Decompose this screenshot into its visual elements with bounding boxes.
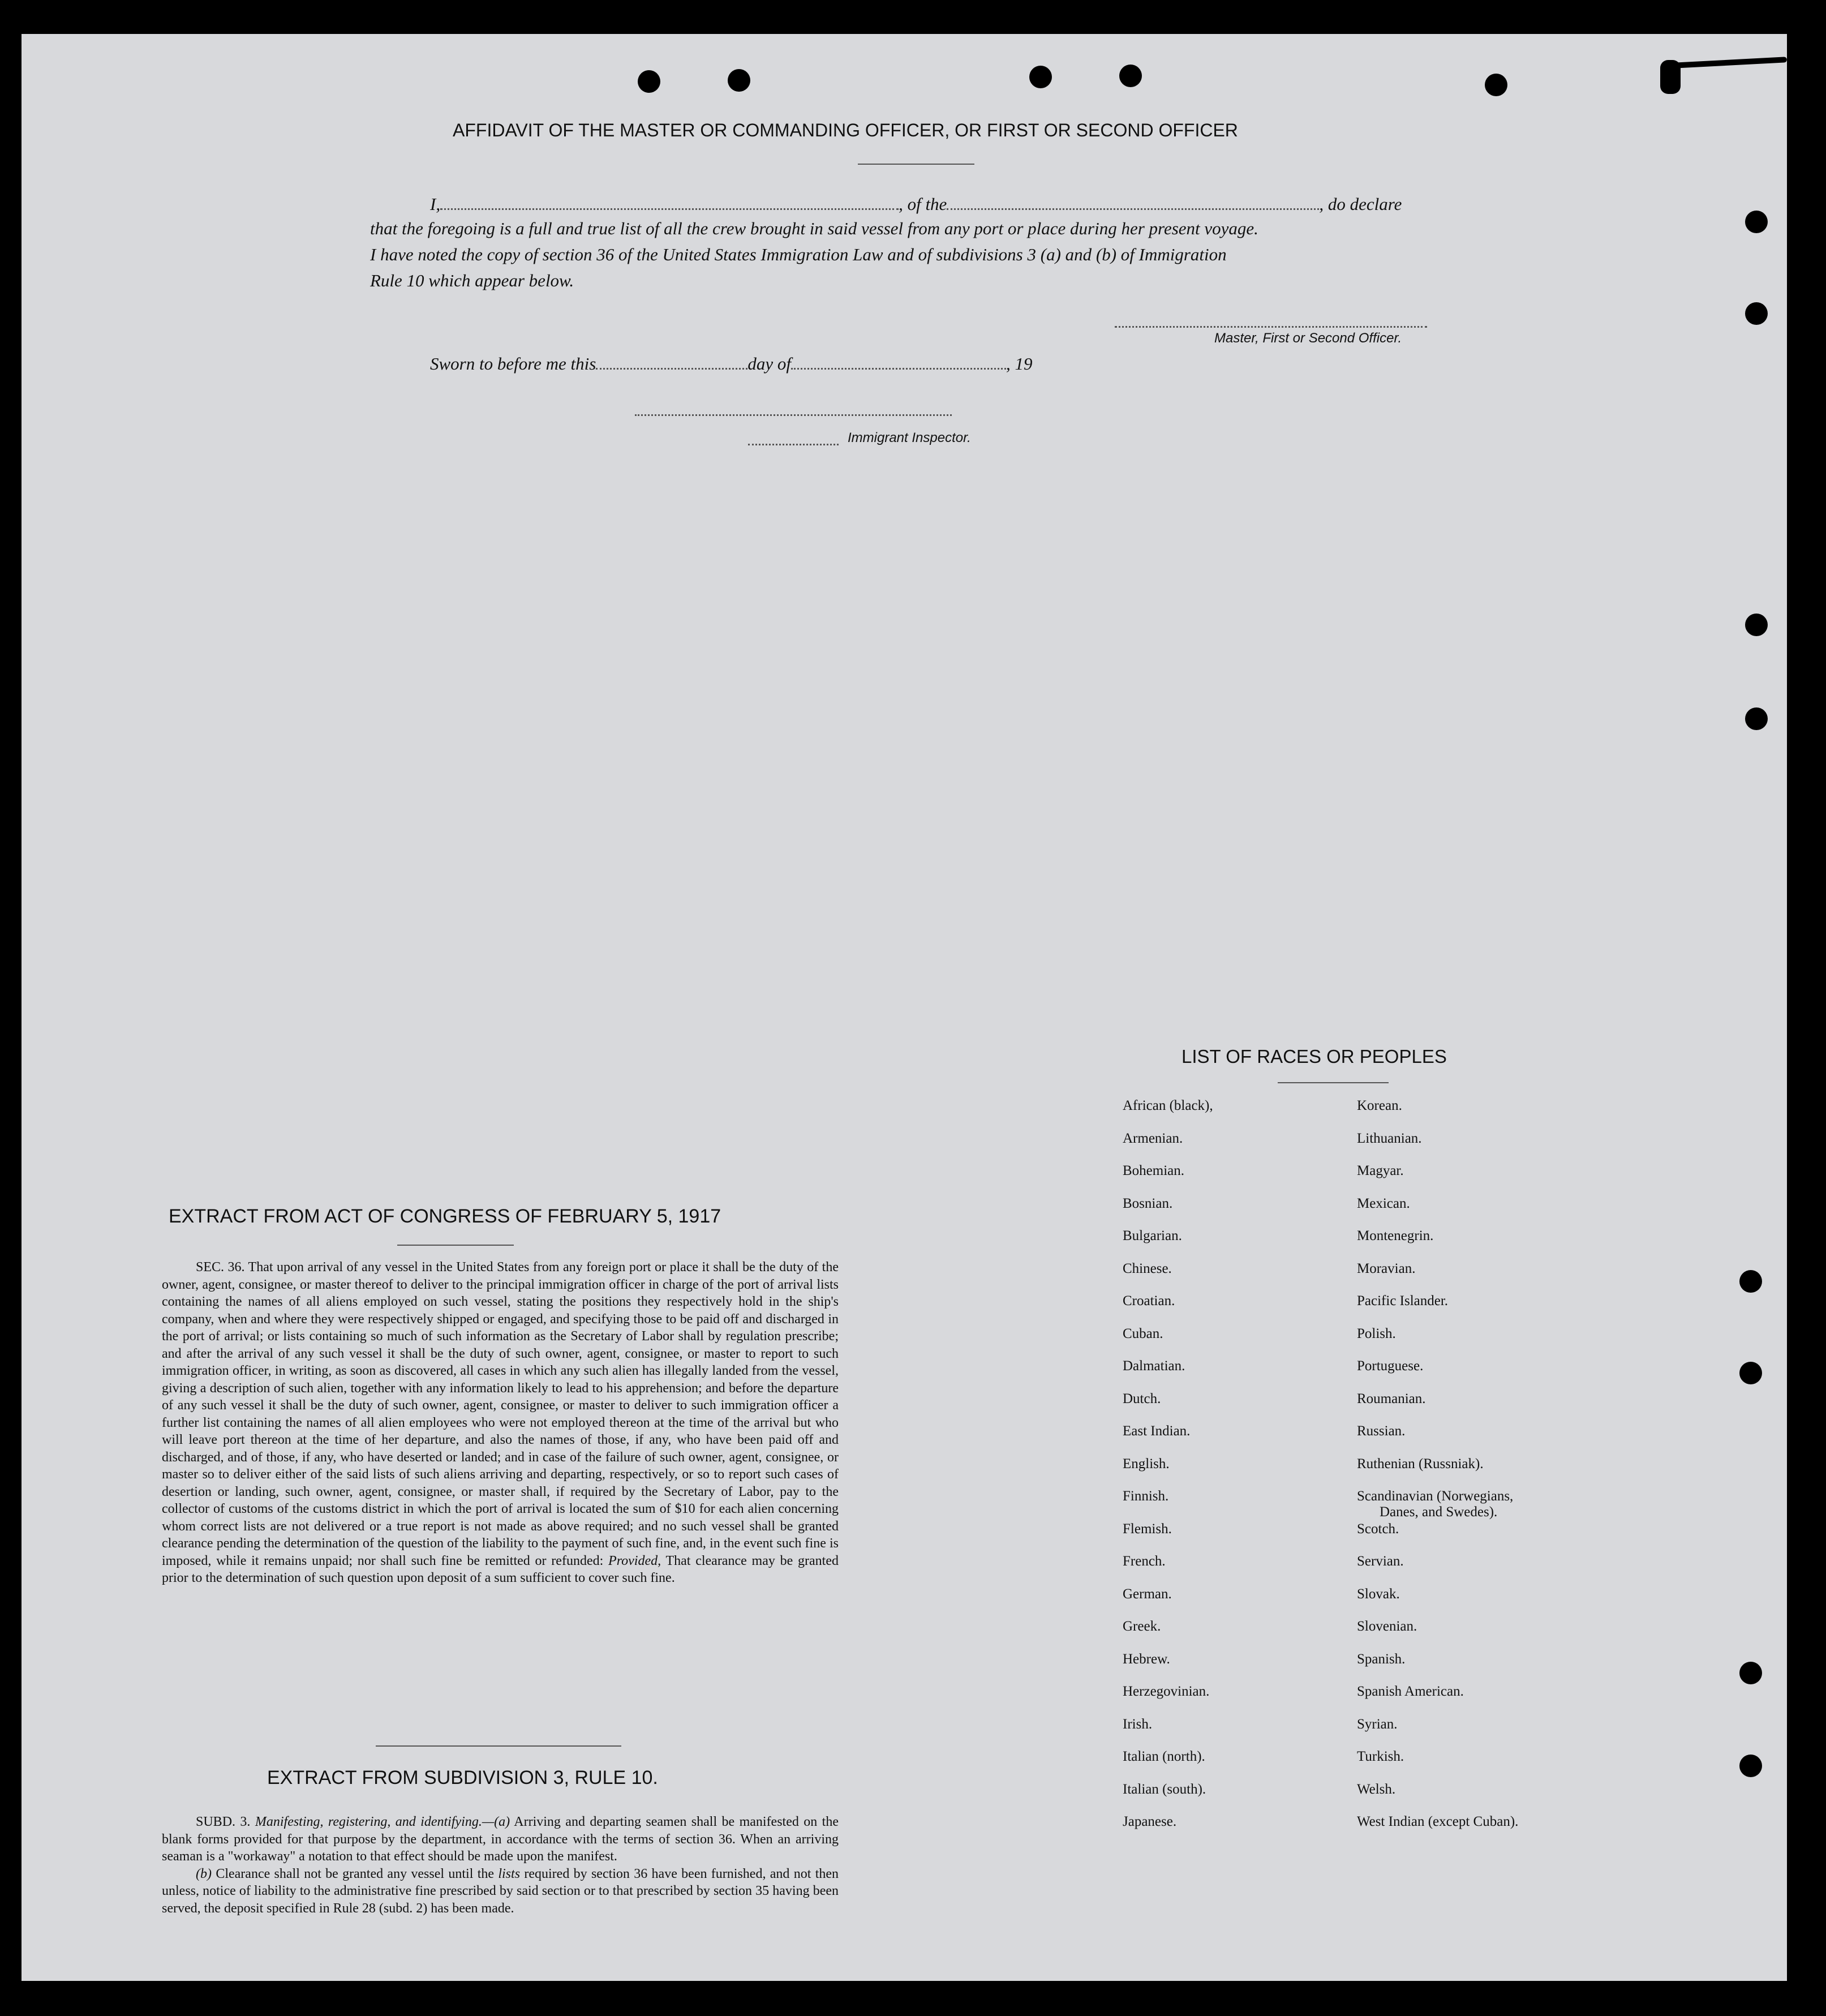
race-item: Spanish. <box>1357 1651 1406 1667</box>
declaration-line-4: Rule 10 which appear below. <box>370 271 574 290</box>
race-item: Croatian. <box>1123 1293 1175 1309</box>
affidavit-heading: AFFIDAVIT OF THE MASTER OR COMMANDING OFFICER, OR FIRST OR SECOND OFFICER <box>453 120 1238 140</box>
extract-divider <box>376 1745 621 1747</box>
race-item: Moravian. <box>1357 1260 1416 1276</box>
race-item: Ruthenian (Russniak). <box>1357 1456 1484 1472</box>
punch-hole <box>1745 707 1768 730</box>
declaration-line-2: that the foregoing is a full and true list of all the crew brought in said vessel from any port or place during her present voyage. <box>370 218 1258 238</box>
para-b-text-1: Clearance shall not be granted any vessel until the <box>216 1866 495 1881</box>
race-item: Turkish. <box>1357 1749 1404 1764</box>
race-item: Bulgarian. <box>1123 1228 1182 1243</box>
signature-line[interactable] <box>1115 325 1427 328</box>
race-item: Lithuanian. <box>1357 1130 1422 1146</box>
race-item: East Indian. <box>1123 1423 1191 1439</box>
race-item: Finnish. <box>1123 1489 1169 1504</box>
race-item: Scotch. <box>1357 1521 1399 1537</box>
punch-hole <box>1119 65 1142 87</box>
declaration-of-the: , of the <box>899 194 947 214</box>
sworn-line <box>430 351 1032 374</box>
inspector-caption: Immigrant Inspector. <box>848 430 971 445</box>
punch-hole <box>1739 1662 1762 1684</box>
sworn-day-of: day of <box>747 354 791 374</box>
inspector-signature-line[interactable] <box>635 413 952 416</box>
punch-hole <box>1739 1755 1762 1777</box>
race-item: Syrian. <box>1357 1716 1398 1732</box>
punch-hole <box>1029 66 1052 88</box>
declaration-line-3: I have noted the copy of section 36 of the United States Immigration Law and of subdivisions 3 (a) and (b) of Immigration <box>370 245 1227 264</box>
vessel-blank[interactable] <box>947 191 1319 210</box>
section-body: That upon arrival of any vessel in the United States from any foreign port or place it shall be the duty of the owner, agent, consignee, or master thereof to deliver to the principal immigration officer in charge of the port of arrival lists containing the names of all aliens employed on such vessel, stating the positions they respectively hold in the ship's company, when and where they were respectively shipped or engaged, and specifying those to be paid off and discharged in the port of arrival; or lists containing so much of such information as the Secretary of Labor shall by regulation prescribe; and after the arrival of any such vessel it shall be the duty of such owner, agent, consignee, or master to report to such immigration officer, in writing, as soon as discovered, all cases in which any such alien has illegally landed from the vessel, giving a description of such alien, together with any information likely to lead to his apprehension; and before the departure of any such vessel it shall be the duty of such owner, agent, consignee, or master to deliver to such immigration officer a further list containing the names of all alien employees who were not employed thereon at the time of the arrival but who will leave port thereon at the time of her departure, and also the names of those, if any, who have been paid off and discharged, and of those, if any, who have deserted or landed; and in case of the failure of such owner, agent, consignee, or master so to deliver either of the said lists of such aliens arriving and departing, respectively, or so to report such cases of desertion or landing, such owner, agent, consignee, or master shall, if required by the Secretary of Labor, pay to the collector of customs of the customs district in which the port of arrival is located the sum of $10 for each alien concerning whom correct lists are not delivered or a true report is not made as above required; and no such vessel shall be granted clearance pending the determination of the question of the liability to the payment of such fine, and, in the event such fine is imposed, while it remains unpaid; nor shall such fine be remitted or refunded: <box>162 1260 839 1568</box>
torn-corner-mark <box>1660 60 1681 94</box>
race-item: Pacific Islander. <box>1357 1293 1449 1309</box>
proviso-label: Provided, <box>608 1553 661 1568</box>
race-item: Servian. <box>1357 1554 1404 1569</box>
proviso-text: That clearance may be granted prior to the determination of such question upon deposit of a sum sufficient to cover such fine. <box>162 1553 839 1585</box>
month-blank[interactable] <box>791 351 1006 370</box>
race-item: Irish. <box>1123 1716 1153 1732</box>
punch-hole <box>1745 614 1768 636</box>
race-item: Dutch. <box>1123 1391 1161 1406</box>
sworn-prefix: Sworn to before me this <box>430 354 596 374</box>
subd-title: Manifesting, registering, and identifying. <box>255 1815 482 1829</box>
para-b-text-2: required by section 36 have been furnished, and not then unless, notice of liability to the administrative fine prescribed by said section or to that prescribed by section 35 having been served, the deposit specified in Rule 28 (subd. 2) has been made. <box>162 1866 839 1916</box>
signature-caption: Master, First or Second Officer. <box>1214 331 1402 346</box>
heading-divider <box>858 164 974 165</box>
torn-corner-mark <box>1662 57 1787 69</box>
race-item: Italian (north). <box>1123 1749 1205 1764</box>
subd-label: SUBD. 3. <box>196 1815 251 1829</box>
punch-hole <box>1745 211 1768 233</box>
race-item: Bohemian. <box>1123 1163 1185 1178</box>
race-item: Italian (south). <box>1123 1781 1206 1797</box>
section-label: SEC. 36. <box>196 1260 245 1275</box>
declaration-end: , do declare <box>1319 194 1402 214</box>
act-divider <box>397 1245 514 1246</box>
para-b-lists: lists <box>498 1866 521 1881</box>
punch-hole <box>1745 302 1768 325</box>
day-blank[interactable] <box>596 351 747 370</box>
section-36-text <box>162 1259 839 1587</box>
race-item: African (black), <box>1123 1098 1213 1113</box>
rule-heading: EXTRACT FROM SUBDIVISION 3, RULE 10. <box>267 1767 658 1788</box>
race-item: French. <box>1123 1554 1166 1569</box>
race-item: Magyar. <box>1357 1163 1404 1178</box>
race-item: German. <box>1123 1586 1172 1602</box>
declaration-line-1 <box>430 191 1402 215</box>
race-item: Roumanian. <box>1357 1391 1426 1406</box>
race-item: Spanish American. <box>1357 1684 1464 1699</box>
race-item: Danes, and Swedes). <box>1380 1504 1498 1520</box>
sworn-year: , 19 <box>1006 354 1033 374</box>
punch-hole <box>638 70 660 93</box>
race-item: Armenian. <box>1123 1130 1183 1146</box>
races-heading: LIST OF RACES OR PEOPLES <box>1181 1046 1447 1067</box>
race-item: Korean. <box>1357 1098 1402 1113</box>
race-item: Welsh. <box>1357 1781 1396 1797</box>
race-item: Scandinavian (Norwegians, <box>1357 1489 1514 1504</box>
race-item: West Indian (except Cuban). <box>1357 1814 1519 1829</box>
document-page <box>22 34 1787 1981</box>
para-b-label: (b) <box>196 1866 212 1881</box>
race-item: Japanese. <box>1123 1814 1177 1829</box>
declaration-start: I, <box>430 194 441 214</box>
punch-hole <box>1485 74 1507 96</box>
race-item: Greek. <box>1123 1619 1161 1634</box>
para-a-text: Arriving and departing seamen shall be manifested on the blank forms provided for that purpose by the department, in accordance with the terms of section 36. When an arriving seaman is a "workaway" a notation to that effect should be made upon the manifest. <box>162 1815 839 1864</box>
act-heading: EXTRACT FROM ACT OF CONGRESS OF FEBRUARY 5, 1917 <box>169 1206 721 1227</box>
race-item: Chinese. <box>1123 1260 1172 1276</box>
race-item: Portuguese. <box>1357 1358 1424 1374</box>
race-item: English. <box>1123 1456 1170 1472</box>
race-item: Herzegovinian. <box>1123 1684 1210 1699</box>
inspector-signature-line-2[interactable] <box>748 443 839 445</box>
name-blank[interactable] <box>440 191 899 210</box>
punch-hole <box>728 69 750 92</box>
race-item: Polish. <box>1357 1326 1396 1341</box>
para-a-label: —(a) <box>482 1815 510 1829</box>
punch-hole <box>1739 1362 1762 1384</box>
races-divider <box>1278 1082 1389 1083</box>
race-item: Cuban. <box>1123 1326 1163 1341</box>
punch-hole <box>1739 1270 1762 1293</box>
race-item: Hebrew. <box>1123 1651 1170 1667</box>
race-item: Bosnian. <box>1123 1195 1173 1211</box>
race-item: Dalmatian. <box>1123 1358 1185 1374</box>
race-item: Montenegrin. <box>1357 1228 1434 1243</box>
race-item: Slovak. <box>1357 1586 1400 1602</box>
race-item: Slovenian. <box>1357 1619 1417 1634</box>
subdivision-text <box>162 1813 839 1917</box>
race-item: Mexican. <box>1357 1195 1410 1211</box>
race-item: Flemish. <box>1123 1521 1172 1537</box>
race-item: Russian. <box>1357 1423 1406 1439</box>
